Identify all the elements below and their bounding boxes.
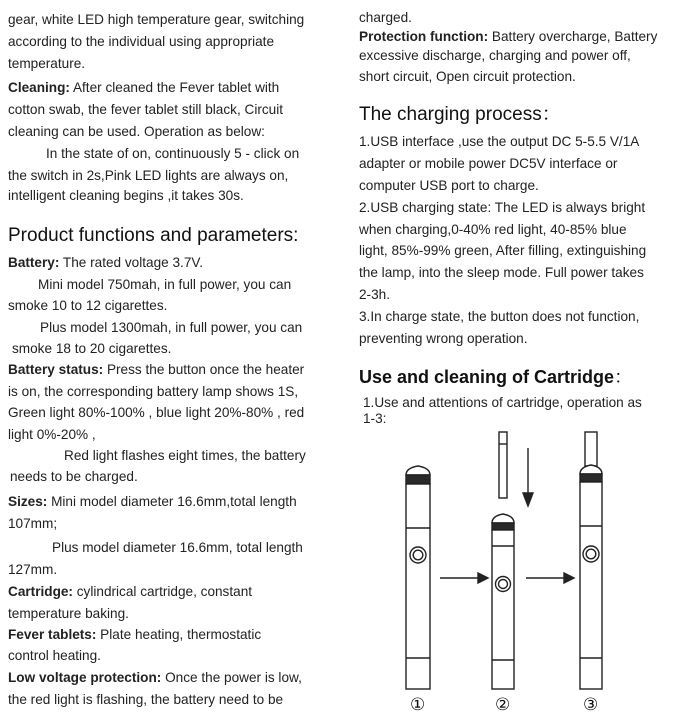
use-line-2: 1-3:	[363, 411, 387, 426]
battery-line-1: Battery: The rated voltage 3.7V.	[8, 255, 203, 270]
charging-line-7: the lamp, into the sleep mode. Full power takes	[359, 265, 644, 280]
battery-status-line-5: Red light flashes eight times, the battery	[64, 448, 306, 463]
device-step-2	[492, 514, 514, 689]
charging-line-4: 2.USB charging state: The LED is always bright	[359, 200, 646, 215]
battery-status-line-4: light 0%-20% ,	[8, 427, 96, 442]
fever-tablets-label: Fever tablets:	[8, 627, 97, 642]
step-label-3: ③	[583, 695, 599, 714]
charging-line-8: 2-3h.	[359, 287, 390, 302]
product-functions-heading: Product functions and parameters:	[8, 225, 299, 246]
battery-status-line-1: Battery status: Press the button once the heater	[8, 362, 305, 377]
device-step-1	[406, 466, 430, 689]
step-label-1: ①	[410, 695, 426, 714]
battery-line-5: smoke 18 to 20 cigarettes.	[12, 341, 172, 356]
intro-line-3: temperature.	[8, 56, 86, 71]
use-cleaning-heading: Use and cleaning of Cartridge：	[359, 367, 633, 387]
sizes-line-2: 107mm;	[8, 516, 58, 531]
cartridge-line-1: Cartridge: cylindrical cartridge, constant	[8, 584, 253, 599]
fever-tablets-line-1: Fever tablets: Plate heating, thermostatic	[8, 627, 262, 642]
protection-label: Protection function:	[359, 29, 489, 44]
arrow-right-2	[526, 573, 574, 583]
cartridge-stick	[499, 432, 507, 498]
intro-line-2: according to the individual using appropriate	[8, 34, 275, 49]
low-voltage-line-1: Low voltage protection: Once the power is low,	[8, 670, 302, 685]
sizes-line-1: Sizes: Mini model diameter 16.6mm,total length	[8, 494, 297, 509]
battery-line-4: Plus model 1300mah, in full power, you can	[40, 320, 303, 335]
protection-line-3: short circuit, Open circuit protection.	[359, 69, 576, 84]
charging-line-9: 3.In charge state, the button does not function,	[359, 309, 640, 324]
sizes-line-4: 127mm.	[8, 562, 58, 577]
fever-tablets-line-2: control heating.	[8, 648, 101, 663]
intro-line-1: gear, white LED high temperature gear, switching	[8, 12, 305, 27]
battery-status-line-6: needs to be charged.	[10, 469, 138, 484]
charging-process-heading: The charging process：	[359, 104, 561, 125]
low-voltage-label: Low voltage protection:	[8, 670, 162, 685]
sizes-label: Sizes:	[8, 494, 48, 509]
cleaning-line-1: Cleaning: After cleaned the Fever tablet with	[8, 80, 280, 95]
cleaning-line-6: intelligent cleaning begins ,it takes 30s.	[8, 188, 244, 203]
low-voltage-line-2: the red light is flashing, the battery need to be	[8, 692, 284, 707]
cleaning-line-4: In the state of on, continuously 5 - click on	[46, 146, 300, 161]
cleaning-line-5: the switch in 2s,Pink LED lights are always on,	[8, 168, 289, 183]
charging-line-2: adapter or mobile power DC5V interface or	[359, 156, 618, 171]
battery-line-2: Mini model 750mah, in full power, you can	[38, 277, 292, 292]
battery-status-line-3: Green light 80%-100% , blue light 20%-80% , red	[8, 405, 305, 420]
device-step-3	[580, 432, 602, 689]
cartridge-label: Cartridge:	[8, 584, 73, 599]
cartridge-steps-figure	[380, 428, 680, 713]
sizes-line-3: Plus model diameter 16.6mm, total length	[52, 540, 303, 555]
use-line-1: 1.Use and attentions of cartridge, operation as	[363, 395, 642, 410]
battery-label: Battery:	[8, 255, 60, 270]
step-label-2: ②	[495, 695, 511, 714]
charging-line-6: light, 85%-99% green, After filling, extinguishing	[359, 243, 647, 258]
battery-status-label: Battery status:	[8, 362, 104, 377]
cleaning-label: Cleaning:	[8, 80, 70, 95]
charging-line-10: preventing wrong operation.	[359, 331, 528, 346]
battery-status-line-2: is on, the corresponding battery lamp shows 1S,	[8, 384, 299, 399]
protection-line-1: Protection function: Battery overcharge, Battery	[359, 29, 658, 44]
protection-line-2: excessive discharge, charging and power off,	[359, 48, 631, 63]
arrow-down	[523, 448, 533, 506]
charging-line-1: 1.USB interface ,use the output DC 5-5.5 V/1A	[359, 134, 640, 149]
charging-line-3: computer USB port to charge.	[359, 178, 539, 193]
battery-line-3: smoke 10 to 12 cigarettes.	[8, 298, 168, 313]
charging-line-5: when charging,0-40% red light, 40-85% blue	[359, 222, 627, 237]
cartridge-line-2: temperature baking.	[8, 606, 129, 621]
cleaning-line-3: cleaning can be used. Operation as below:	[8, 124, 265, 139]
cleaning-line-2: cotton swab, the fever tablet still black, Circuit	[8, 102, 284, 117]
arrow-right-1	[440, 573, 488, 583]
charged-line: charged.	[359, 10, 412, 25]
